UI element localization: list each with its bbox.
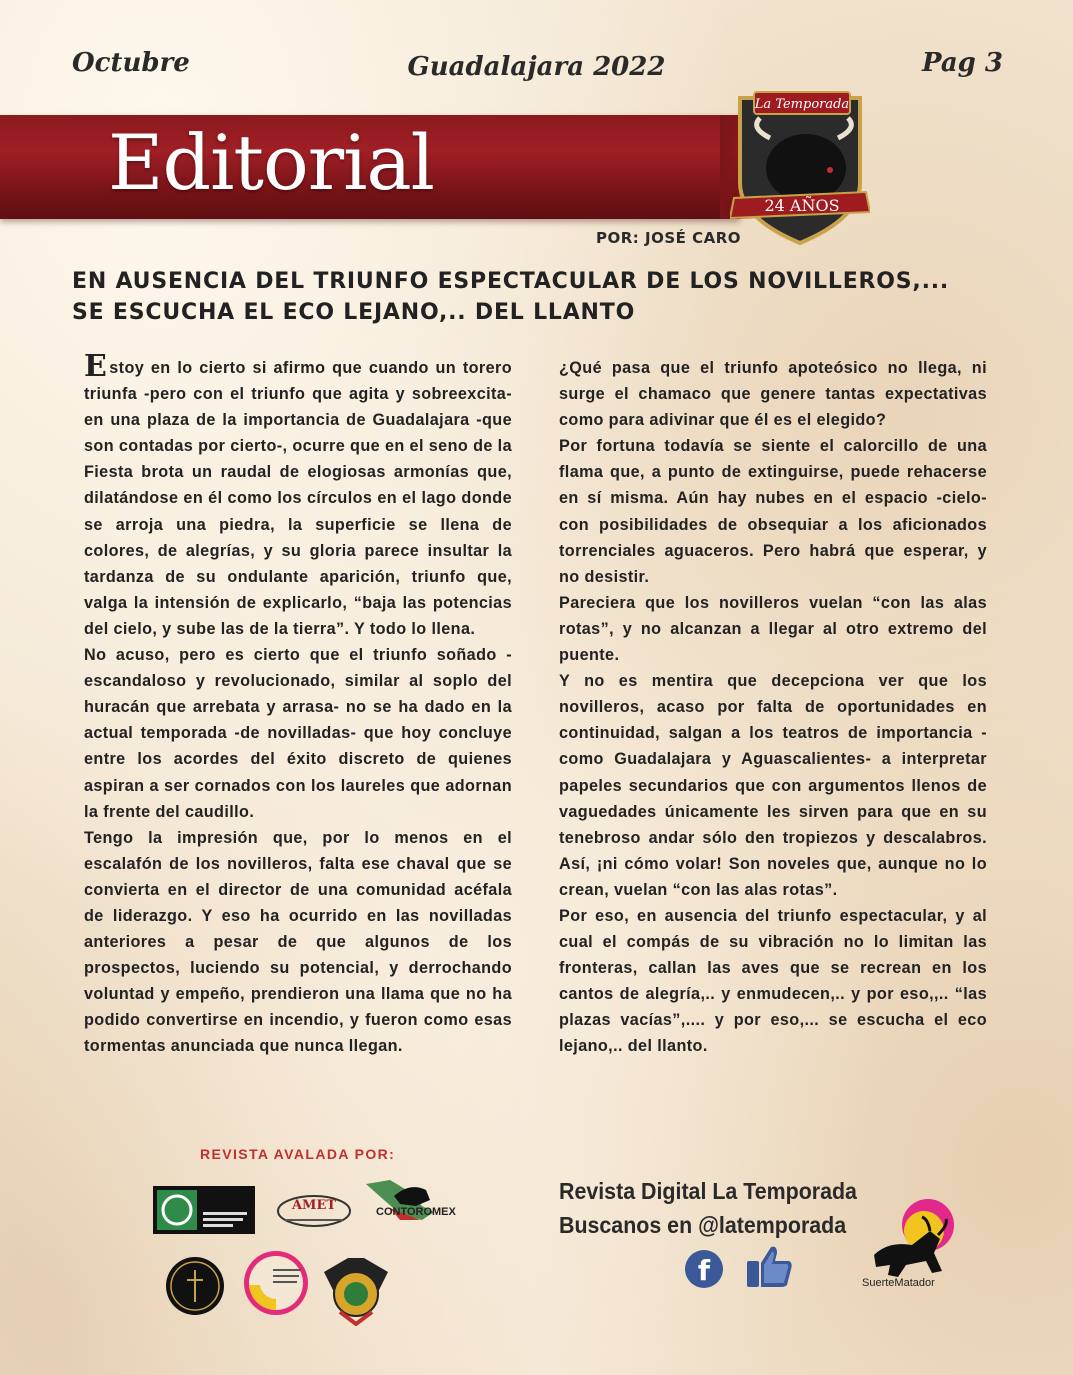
paragraph: Por fortuna todavía se siente el calorcillo de una flama que, a punto de extinguirse, puede rehacerse en sí misma. Aún hay nubes en el espacio -cielo- con posibilidades de obsequiar a los aficionados torrenciales aguaceros. Pero habrá que esperar, y no desistir. bbox=[559, 437, 987, 586]
endorsed-by-label: REVISTA AVALADA POR: bbox=[200, 1146, 396, 1162]
paragraph: Pareciera que los novilleros vuelan “con las alas rotas”, y no alcanzan a llegar al otro extremo del puente. bbox=[559, 593, 987, 665]
paragraph: Tengo la impresión que, por lo menos en el escalafón de los novilleros, falta ese chaval que se convierta en el director de una comunidad acéfala de liderazgo. Y eso ha ocurrido en las novilladas anteriores a pesar de que algunos de los prospectos, luciendo su potencial, y derrochando voluntad y empeño, prendieron una llama que no ha podido convertirse en incendio, y fueron como esas tormentas anunciada que nunca llegan. bbox=[84, 828, 512, 1056]
bull-crest-logo bbox=[318, 1256, 394, 1326]
svg-text:La Temporada: La Temporada bbox=[754, 97, 850, 112]
headline-line-1: EN AUSENCIA DEL TRIUNFO ESPECTACULAR DE LOS NOVILLEROS,... bbox=[72, 269, 950, 294]
la-temporada-logo bbox=[730, 88, 870, 248]
article-column-right bbox=[559, 355, 987, 1060]
paragraph: ¿Qué pasa que el triunfo apoteósico no llega, ni surge el chamaco que genere tantas expectativas como para adivinar que él es el elegido? bbox=[559, 359, 987, 430]
svg-text:AMET: AMET bbox=[291, 1198, 337, 1213]
section-title: Editorial bbox=[108, 118, 434, 207]
page-number: Pag 3 bbox=[921, 48, 1003, 78]
anctl-logo bbox=[153, 1186, 255, 1234]
thumbs-up-like-icon[interactable] bbox=[745, 1243, 795, 1289]
issue-month: Octubre bbox=[72, 48, 190, 78]
suerte-matador-label: SuerteMatador bbox=[862, 1277, 935, 1289]
article-author: POR: JOSÉ CARO bbox=[596, 229, 742, 247]
paragraph: Estoy en lo cierto si afirmo que cuando un torero triunfa -pero con el triunfo que agita y sobreexcita- en una plaza de la importancia de Guadalajara -que son contadas por cierto-, ocurre que en el seno de la Fiesta brota un raudal de elogiosas armonías que, dilatándose en él como los círculos en el lago donde se arroja una piedra, la superficie se llena de colores, de alegrías, y su gloria parece insultar la tardanza de su ondulante aparición, triunfo que, valga la intensión de explicarlo, “baja las potencias del cielo, y sube las de la tierra”. Y todo lo llena. bbox=[84, 349, 512, 638]
drop-cap: E bbox=[84, 349, 108, 384]
contoromex-label: CONTOROMEX bbox=[376, 1206, 456, 1218]
svg-text:24 AÑOS: 24 AÑOS bbox=[764, 196, 840, 215]
issue-city-year: Guadalajara 2022 bbox=[407, 52, 666, 82]
circle-emblem-logo bbox=[165, 1256, 225, 1316]
fomento-cultural-logo bbox=[243, 1249, 309, 1317]
paragraph: Y no es mentira que decepciona ver que los novilleros, acaso por falta de oportunidades en continuidad, salgan a los teatros de importancia -como Guadalajara y Aguascalientes- a interpretar papeles secundarios que con argumentos llenos de vaguedades únicamente les sirven para que en su tenebroso andar sólo den tropiezos y descalabros. Así, ¡ni cómo volar! Son noveles que, aunque no lo crean, vuelan “con las alas rotas”. bbox=[559, 672, 987, 899]
article-headline bbox=[72, 266, 972, 328]
promo-social-handle: Buscanos en @latemporada bbox=[559, 1212, 847, 1238]
headline-line-2: SE ESCUCHA EL ECO LEJANO,.. DEL LLANTO bbox=[72, 300, 636, 325]
promo-magazine-name: Revista Digital La Temporada bbox=[559, 1178, 857, 1204]
paragraph: No acuso, pero es cierto que el triunfo soñado -escandaloso y revolucionado, similar al soplo del huracán que arrebata y arrasa- no se ha dado en la actual temporada -de novilladas- que hoy concluye entre los acordes del éxito discreto de quienes aspiran a ser cornados con los laureles que adornan la frente del caudillo. bbox=[84, 646, 512, 821]
amet-logo bbox=[273, 1189, 355, 1235]
article-column-left bbox=[84, 349, 512, 1060]
facebook-icon[interactable]: f bbox=[685, 1250, 723, 1288]
paragraph: Por eso, en ausencia del triunfo espectacular, y al cual el compás de su vibración no lo limitan las fronteras, callan las aves que se recrean en los cantos de alegría,.. y enmudecen,.. y por eso,,.. “las plazas vacías”,.... y por eso,... se escucha el eco lejano,.. del llanto. bbox=[559, 906, 987, 1056]
